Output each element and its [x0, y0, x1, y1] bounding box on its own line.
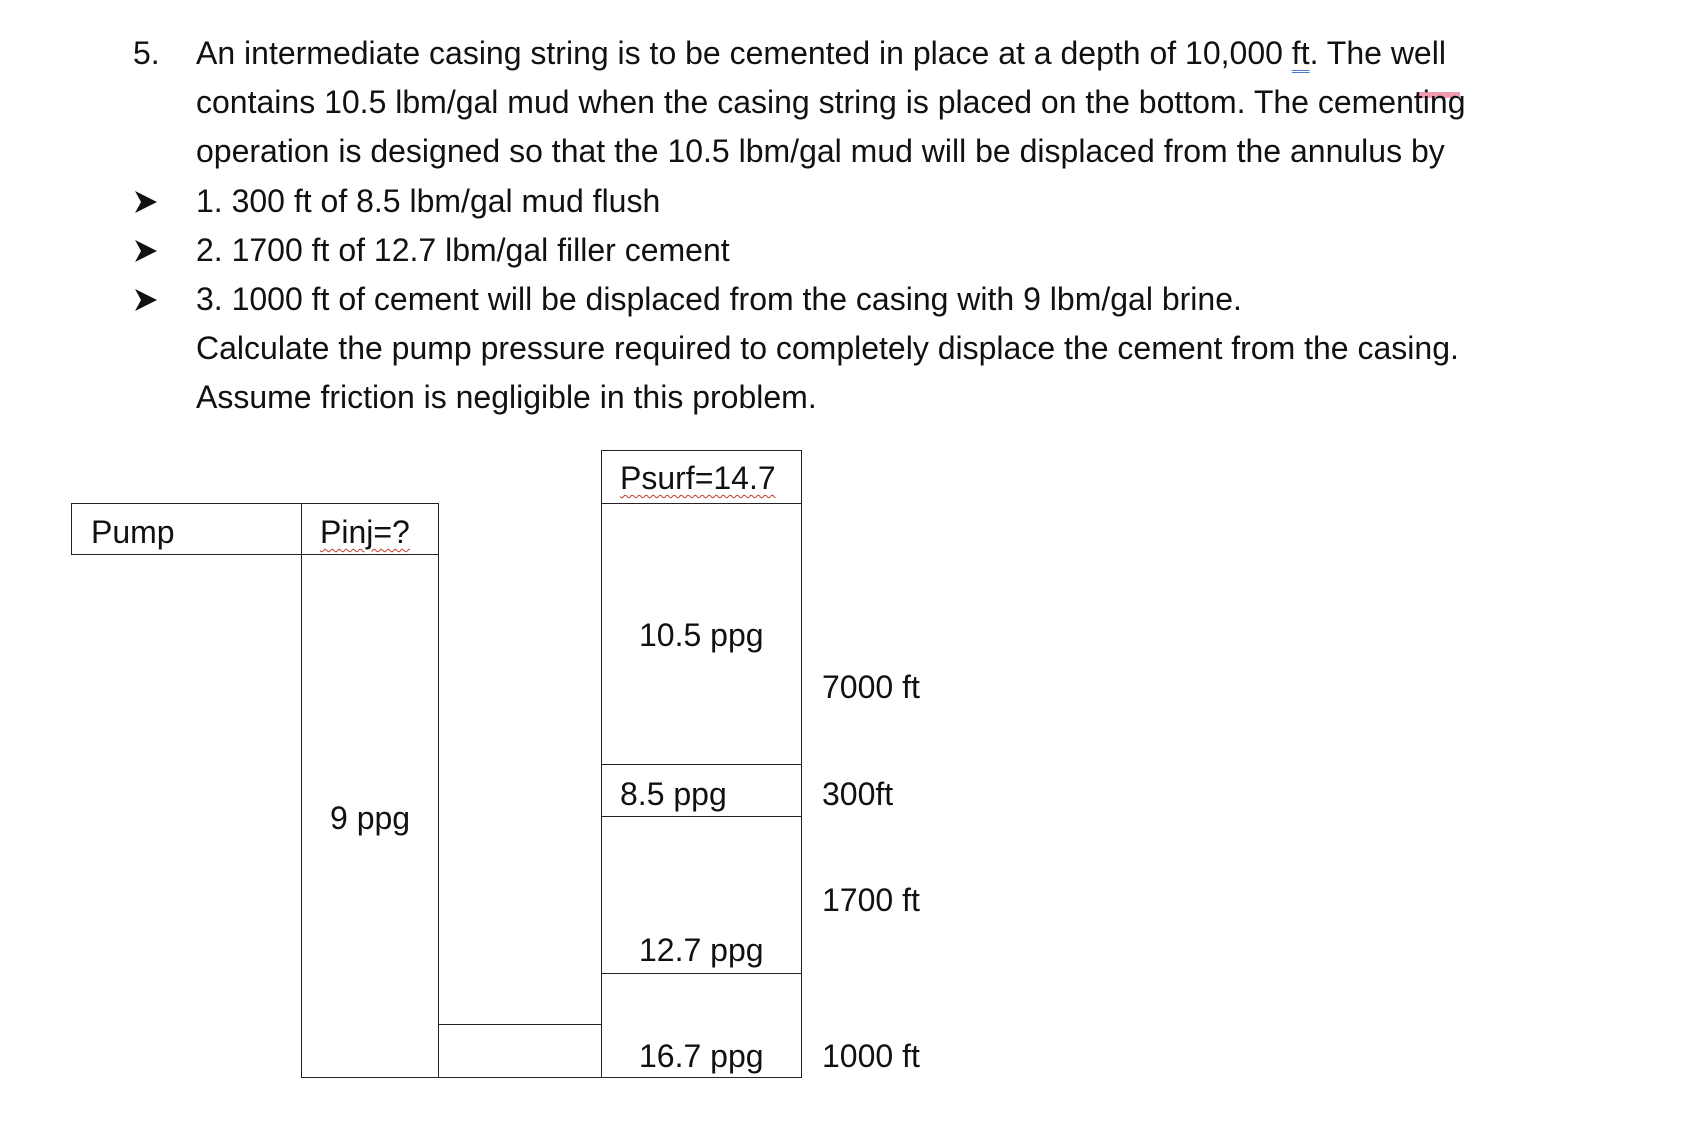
bullet-2: 2. 1700 ft of 12.7 lbm/gal filler cement [196, 232, 730, 268]
question-line-1: Calculate the pump pressure required to completely displace the cement from the casing. [196, 330, 1459, 366]
pump-label: Pump [91, 514, 175, 550]
annulus-divider [601, 973, 802, 974]
problem-line-3: operation is designed so that the 10.5 lbm/gal mud will be displaced from the annulus by [196, 133, 1445, 169]
arrow-bullet-icon [133, 287, 159, 313]
question-line-2: Assume friction is negligible in this problem. [196, 379, 817, 415]
problem-line-1-unit: ft [1291, 35, 1310, 71]
annulus-divider [601, 764, 802, 765]
bottom-connector [438, 1024, 602, 1078]
annulus-length-label: 7000 ft [822, 669, 920, 705]
annulus-density-label: 8.5 ppg [620, 776, 727, 812]
problem-line-2: contains 10.5 lbm/gal mud when the casing string is placed on the bottom. The cementing [196, 84, 1466, 120]
annulus-length-label: 1700 ft [822, 882, 920, 918]
arrow-bullet-icon [133, 189, 159, 215]
bullet-3: 3. 1000 ft of cement will be displaced from the casing with 9 lbm/gal brine. [196, 281, 1242, 317]
arrow-bullet-icon [133, 238, 159, 264]
casing-fluid-label: 9 ppg [330, 800, 411, 836]
annulus-length-label: 300ft [822, 776, 894, 812]
annulus-density-label: 16.7 ppg [639, 1038, 764, 1074]
annulus-density-label: 12.7 ppg [639, 932, 764, 968]
problem-number: 5. [133, 35, 160, 71]
problem-line-1 [196, 33, 1446, 73]
annulus-density-label: 10.5 ppg [639, 617, 764, 653]
problem-line-1-tail: . The well [1309, 35, 1446, 71]
annulus-length-label: 1000 ft [822, 1038, 920, 1074]
psurf-label: Psurf=14.7 [620, 460, 776, 496]
pinj-label: Pinj=? [320, 514, 410, 550]
problem-line-1-text: An intermediate casing string is to be cemented in place at a depth of 10,000 [196, 35, 1283, 71]
annulus-divider [601, 816, 802, 817]
bullet-1: 1. 300 ft of 8.5 lbm/gal mud flush [196, 183, 661, 219]
